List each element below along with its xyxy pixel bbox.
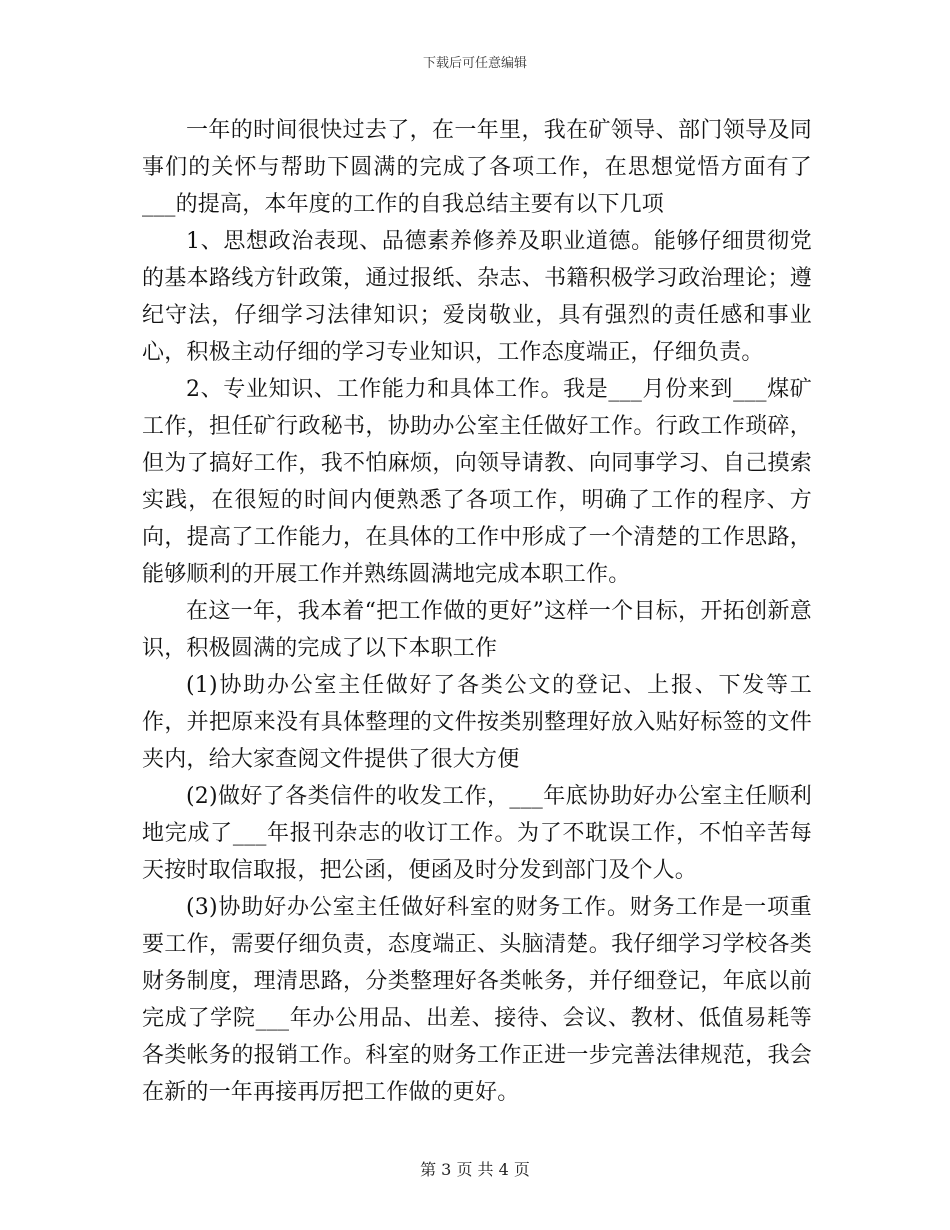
paragraph-item-1: 1、思想政治表现、品德素养修养及职业道德。能够仔细贯彻党的基本路线方针政策，通过报纸、杂志、书籍积极学习政治理论；遵纪守法，仔细学习法律知识；爱岗敬业，具有强烈的责任感和事业心，积极主动仔细的学习专业知识，工作态度端正，仔细负责。 bbox=[142, 229, 812, 365]
paragraph-year-goal: 在这一年，我本着“把工作做的更好”这样一个目标，开拓创新意识，积极圆满的完成了以下本职工作 bbox=[142, 599, 812, 661]
document-body bbox=[142, 112, 812, 1111]
paragraph-item-2: 2、专业知识、工作能力和具体工作。我是___月份来到___煤矿工作，担任矿行政秘书，协助办公室主任做好工作。行政工作琐碎，但为了搞好工作，我不怕麻烦，向领导请教、向同事学习、自己摸索实践，在很短的时间内便熟悉了各项工作，明确了工作的程序、方向，提高了工作能力，在具体的工作中形成了一个清楚的工作思路，能够顺利的开展工作并熟练圆满地完成本职工作。 bbox=[142, 377, 812, 587]
paragraph-task-2: (2)做好了各类信件的收发工作，___年底协助好办公室主任顺利地完成了___年报刊杂志的收订工作。为了不耽误工作，不怕辛苦每天按时取信取报，把公函，便函及时分发到部门及个人。 bbox=[142, 784, 812, 883]
paragraph-task-3: (3)协助好办公室主任做好科室的财务工作。财务工作是一项重要工作，需要仔细负责，态度端正、头脑清楚。我仔细学习学校各类财务制度，理清思路，分类整理好各类帐务，并仔细登记，年底以前完成了学院___年办公用品、出差、接待、会议、教材、低值易耗等各类帐务的报销工作。科室的财务工作正进一步完善法律规范，我会在新的一年再接再厉把工作做的更好。 bbox=[142, 895, 812, 1105]
paragraph-intro: 一年的时间很快过去了，在一年里，我在矿领导、部门领导及同事们的关怀与帮助下圆满的完成了各项工作，在思想觉悟方面有了___的提高，本年度的工作的自我总结主要有以下几项 bbox=[142, 118, 812, 217]
paragraph-task-1: (1)协助办公室主任做好了各类公文的登记、上报、下发等工作，并把原来没有具体整理的文件按类别整理好放入贴好标签的文件夹内，给大家查阅文件提供了很大方便 bbox=[142, 673, 812, 772]
page-number: 第 3 页 共 4 页 bbox=[420, 1160, 530, 1179]
page-header-note: 下载后可任意编辑 bbox=[422, 56, 527, 71]
